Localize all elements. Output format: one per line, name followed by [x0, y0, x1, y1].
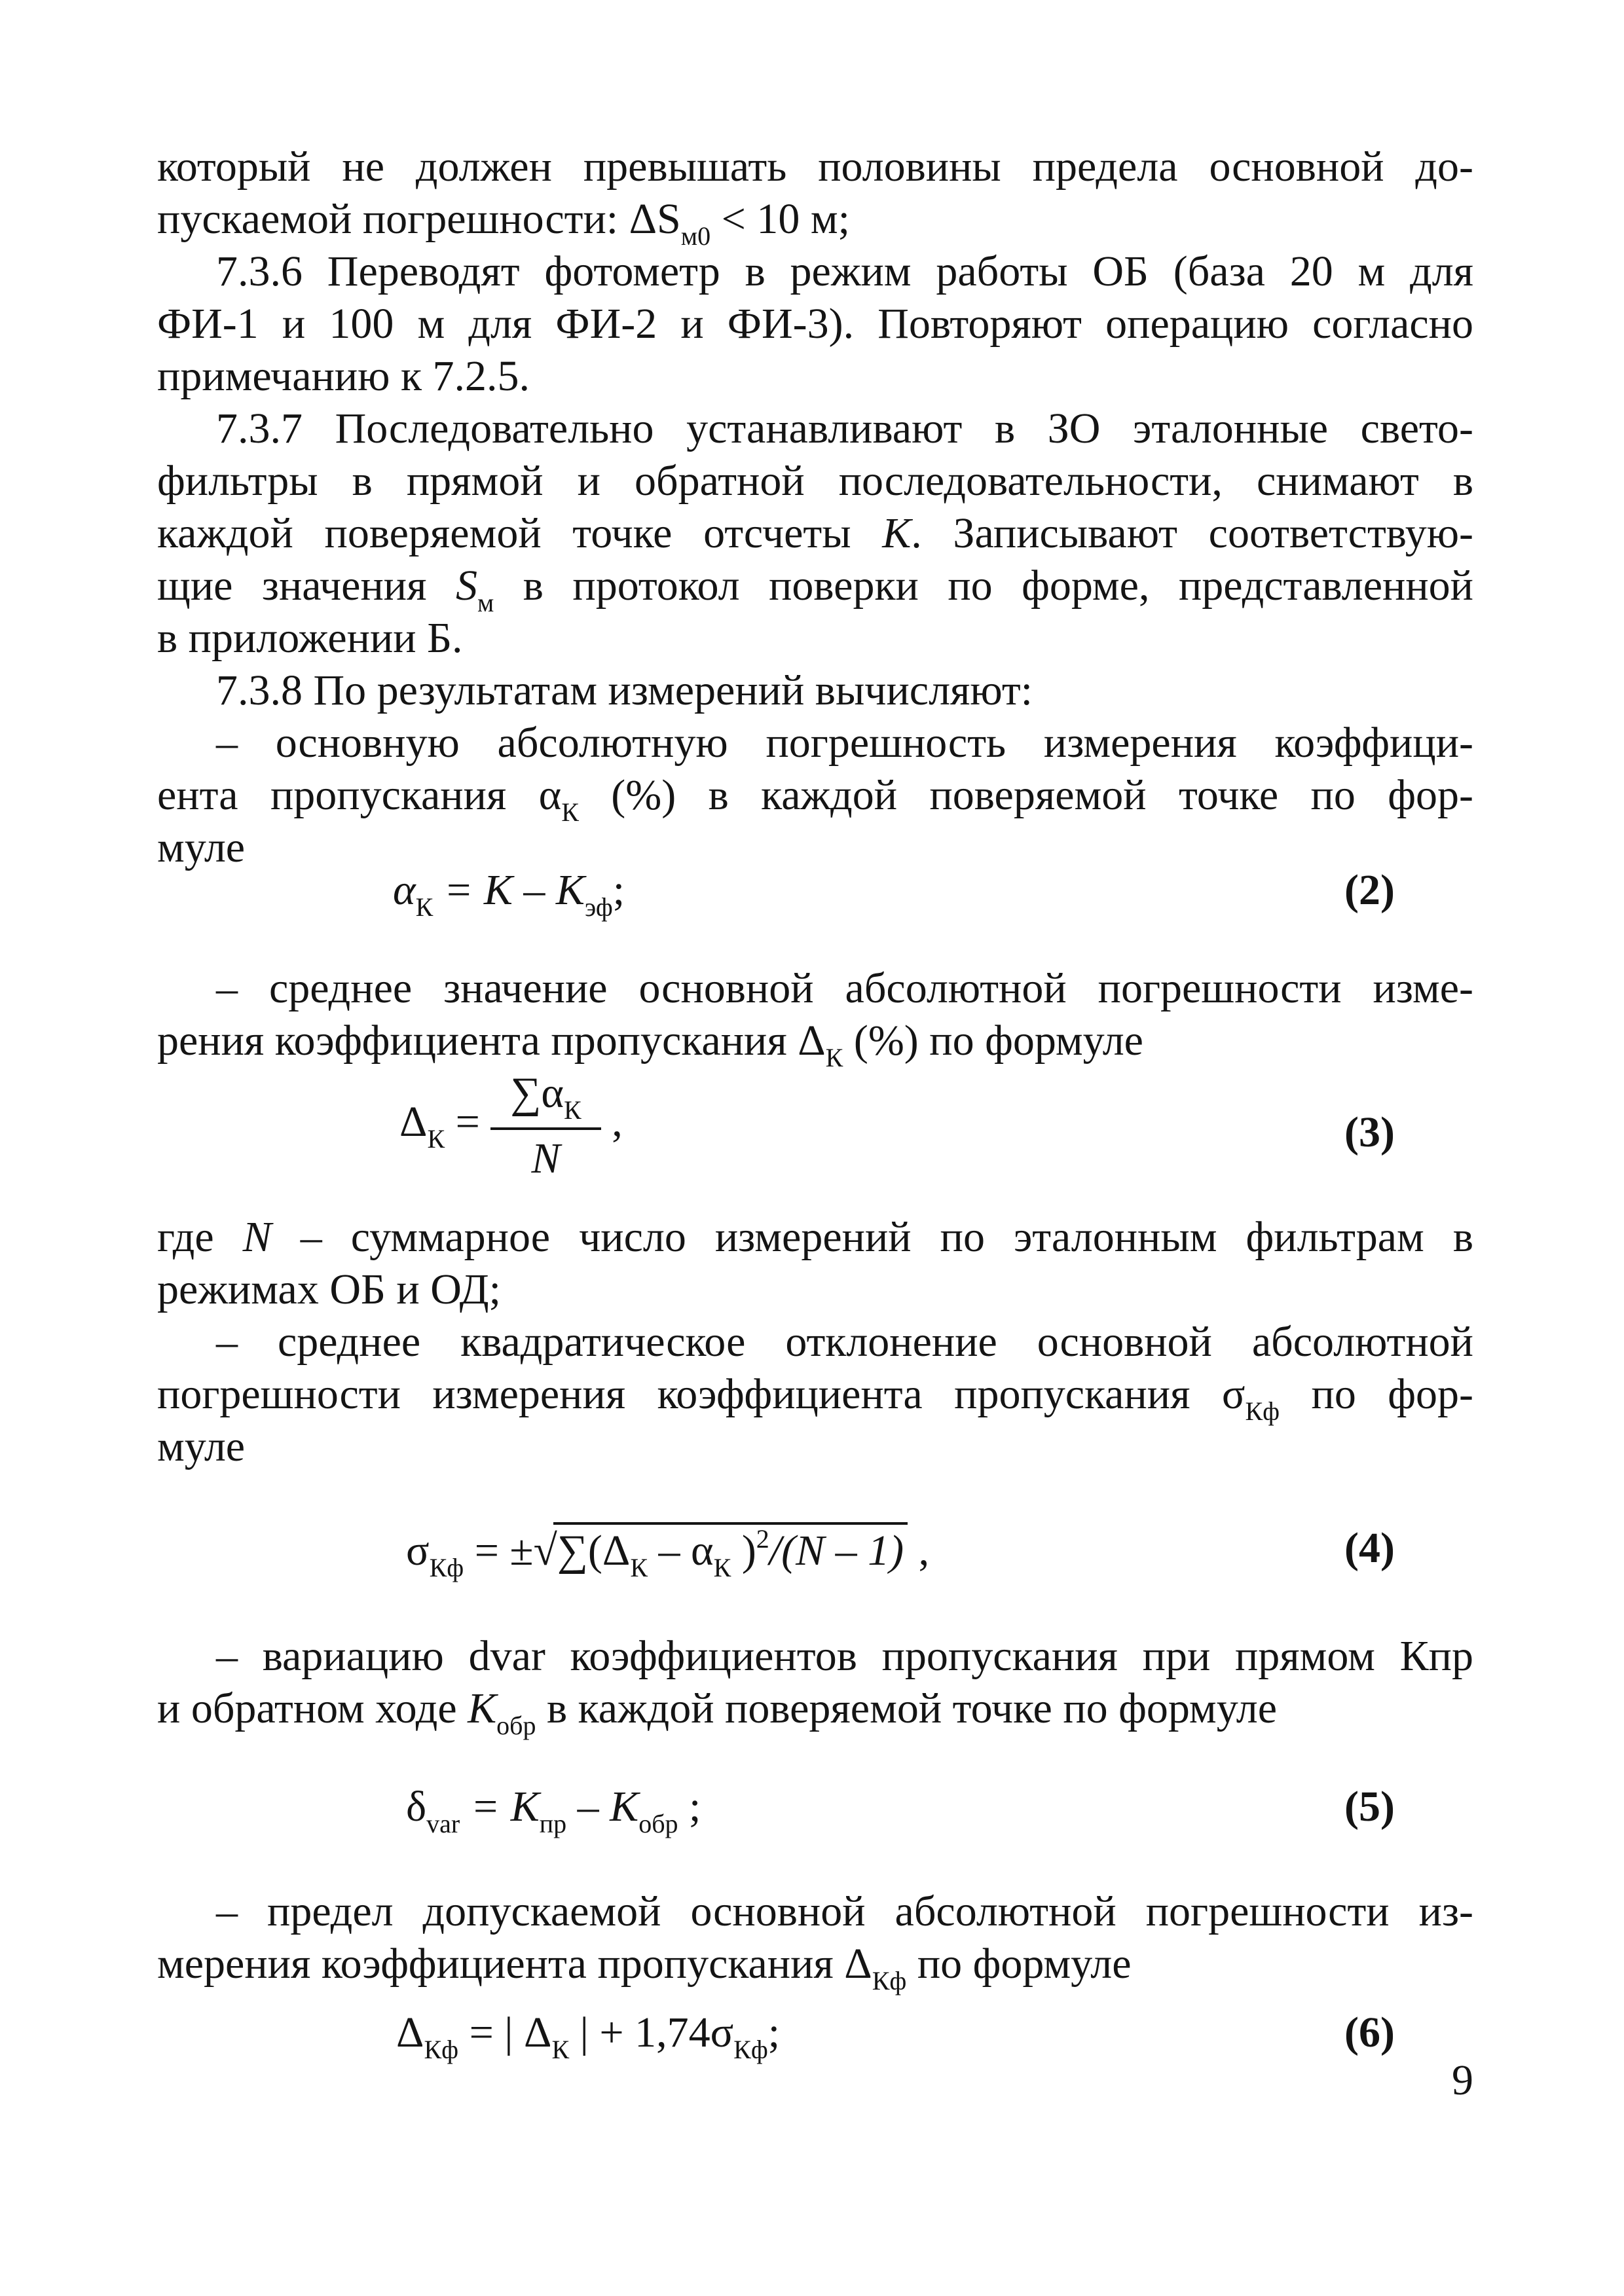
equation-number: (6) [1344, 2009, 1395, 2056]
math-expression: = | Δ [458, 2009, 552, 2056]
text-span: (%) в каждой поверяемой точке по фор- [578, 771, 1473, 819]
text-line [157, 1015, 1473, 1072]
subscript: К [564, 1095, 581, 1125]
text-span: рения коэффициента пропускания Δ [157, 1017, 826, 1065]
subscript: К [713, 1553, 731, 1582]
text-span: где [157, 1213, 243, 1261]
fraction [490, 1067, 600, 1185]
subscript: var [426, 1809, 460, 1838]
text-line: в приложении Б. [157, 614, 463, 662]
subscript: обр [496, 1711, 536, 1740]
text-line: – основную абсолютную погрешность измерения коэффици- [216, 719, 1473, 767]
text-span: мерения коэффициента пропускания Δ [157, 1940, 872, 1988]
subscript: м0 [680, 221, 711, 251]
equation-4 [406, 1522, 929, 1582]
subscript: К [415, 892, 434, 922]
math-symbol: Δ [399, 1098, 428, 1146]
subscript: Кф [424, 2035, 459, 2064]
text-span: по формуле [906, 1940, 1132, 1988]
subscript: эф [584, 892, 613, 922]
text-span: в каждой поверяемой точке по формуле [536, 1685, 1278, 1732]
math-expression: ) [731, 1527, 756, 1575]
equation-number: (2) [1344, 866, 1395, 914]
equation-number: (3) [1344, 1108, 1395, 1156]
math-punct: , [600, 1098, 623, 1146]
subscript: К [427, 1124, 445, 1154]
text-span: ента пропускания α [157, 771, 562, 819]
text-span: каждой поверяемой точке отсчеты [157, 509, 883, 557]
subscript: Кф [733, 2035, 768, 2064]
text-span: и обратном ходе [157, 1685, 468, 1732]
subscript: К [551, 2035, 570, 2064]
text-line: 7.3.7 Последовательно устанавливают в ЗО эталонные свето- [216, 405, 1473, 452]
math-punct: ; [612, 866, 625, 914]
equation-5 [406, 1781, 701, 1838]
subscript: пр [539, 1809, 567, 1838]
equation-number: (5) [1344, 1783, 1395, 1831]
math-expression: = K [460, 1783, 540, 1831]
text-line: муле [157, 1423, 246, 1470]
text-line: – предел допускаемой основной абсолютной погрешности из- [216, 1887, 1473, 1935]
equation-2 [393, 864, 625, 922]
math-symbol: σ [406, 1527, 430, 1575]
text-line [157, 1683, 1473, 1740]
equation-3 [399, 1067, 623, 1185]
fraction-denominator: N [531, 1135, 561, 1182]
text-line [157, 507, 1473, 560]
math-var: K [468, 1685, 497, 1732]
math-expression: = K – K [433, 866, 585, 914]
text-span: пускаемой погрешности: ΔS [157, 195, 681, 243]
math-operator: = ±√ [464, 1527, 557, 1575]
subscript: м [477, 588, 494, 617]
radical [553, 1522, 908, 1582]
text-line: примечанию к 7.2.5. [157, 352, 530, 400]
math-var: S [455, 562, 477, 610]
subscript: К [429, 1553, 447, 1582]
text-line: 7.3.8 По результатам измерений вычисляют: [216, 666, 1033, 714]
math-operator: = [445, 1098, 491, 1146]
math-symbol: δ [406, 1783, 427, 1831]
text-line [157, 560, 1473, 617]
math-symbol: α [393, 866, 416, 914]
text-line: – среднее значение основной абсолютной погрешности изме- [216, 964, 1473, 1012]
subscript: ф [447, 1553, 464, 1582]
text-line [157, 1368, 1473, 1426]
text-line: ФИ-1 и 100 м для ФИ-2 и ФИ-3). Повторяют операцию согласно [157, 300, 1473, 348]
math-expression: /(N – 1) [769, 1527, 904, 1575]
fraction-numerator [490, 1067, 600, 1130]
text-line [157, 1938, 1473, 1995]
subscript: К [825, 1043, 843, 1072]
text-line: 7.3.6 Переводят фотометр в режим работы ОБ (база 20 м для [216, 247, 1473, 295]
subscript: К [630, 1553, 648, 1582]
text-span: по фор- [1280, 1370, 1473, 1418]
math-expression: | + 1,74σ [569, 2009, 734, 2056]
text-span: в протокол поверки по форме, представленной [494, 562, 1473, 610]
text-span: (%) по формуле [843, 1017, 1143, 1065]
math-expression: ∑(Δ [557, 1527, 631, 1575]
text-line: – среднее квадратическое отклонение основной абсолютной [216, 1318, 1473, 1366]
math-expression: – K [566, 1783, 639, 1831]
text-line [157, 769, 1473, 827]
text-line: режимах ОБ и ОД; [157, 1266, 501, 1313]
math-symbol: Δ [396, 2009, 424, 2056]
text-span: щие значения [157, 562, 456, 610]
math-var: K [882, 509, 912, 557]
math-punct: , [908, 1527, 930, 1575]
text-span: погрешности измерения коэффициента пропускания σ [157, 1370, 1246, 1418]
text-line: муле [157, 824, 246, 871]
subscript: Кф [872, 1966, 907, 1995]
math-punct: ; [678, 1783, 701, 1831]
text-line [157, 193, 1473, 251]
text-line: фильтры в прямой и обратной последовательности, снимают в [157, 457, 1473, 505]
math-expression: – α [648, 1527, 714, 1575]
equation-6 [396, 2007, 780, 2064]
text-line [157, 1211, 1473, 1264]
subscript: Кф [1245, 1396, 1280, 1426]
math-expression: ∑α [510, 1069, 564, 1117]
page-number: 9 [1452, 2056, 1473, 2104]
text-line: – вариацию dvar коэффициентов пропускания при прямом Кпр [216, 1632, 1473, 1680]
math-punct: ; [767, 2009, 781, 2056]
superscript: 2 [756, 1524, 769, 1554]
math-var: N [242, 1213, 272, 1261]
text-line: который не должен превышать половины предела основной до- [157, 143, 1473, 191]
text-span: – суммарное число измерений по эталонным фильтрам в [271, 1213, 1473, 1261]
text-span: < 10 м; [710, 195, 850, 243]
equation-number: (4) [1344, 1524, 1395, 1572]
subscript: К [561, 797, 579, 827]
text-span: . Записывают соответствую- [911, 509, 1473, 557]
subscript: обр [638, 1809, 678, 1838]
